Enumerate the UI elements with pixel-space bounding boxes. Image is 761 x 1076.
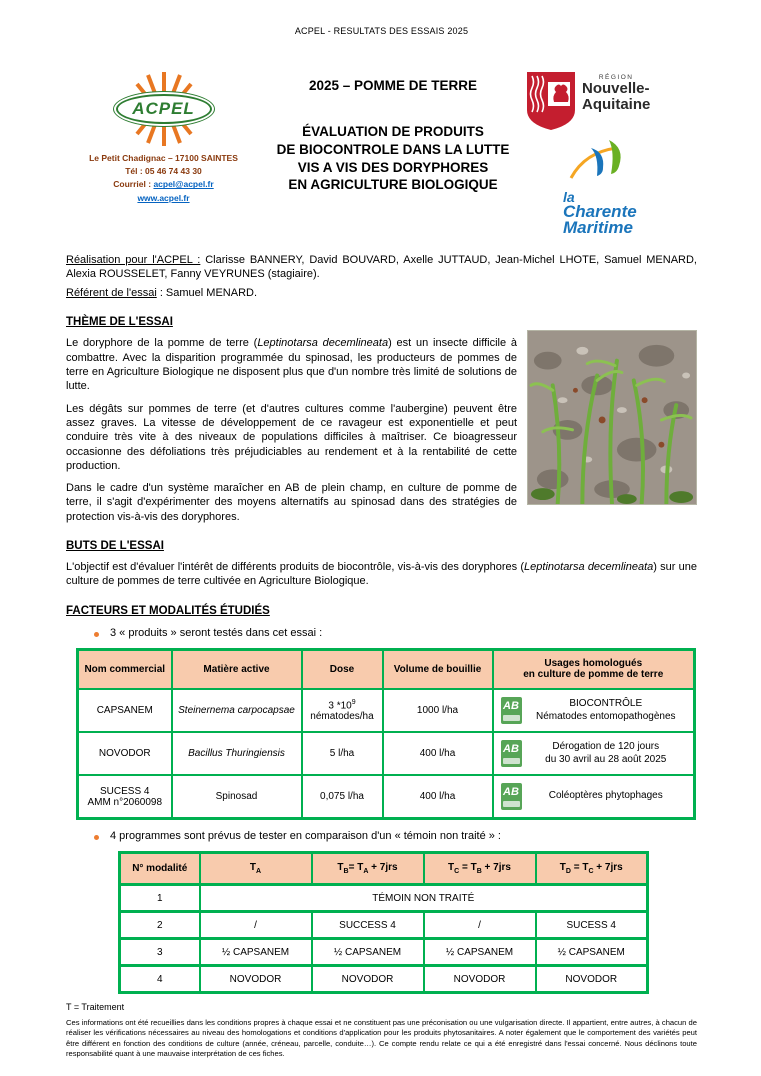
- subtitle-line-3: VIS A VIS DES DORYPHORES: [297, 159, 489, 175]
- ab-strip: [503, 801, 520, 807]
- charente-maritime-text: [563, 191, 697, 237]
- treatment-cell: /: [424, 912, 536, 939]
- product-volume: 400 l/ha: [383, 775, 493, 819]
- section-heading-buts: BUTS DE L'ESSAI: [66, 540, 164, 553]
- table-row: [120, 966, 648, 993]
- treatment-cell: ½ CAPSANEM: [424, 939, 536, 966]
- ab-letters: AB: [503, 786, 519, 799]
- title-block: [261, 70, 525, 237]
- website-link[interactable]: www.acpel.fr: [137, 192, 190, 203]
- acpel-website-line: [66, 192, 261, 205]
- product-active: [172, 732, 302, 775]
- col-header-usages: [493, 649, 695, 689]
- treatment-cell: SUCCESS 4: [312, 912, 424, 939]
- usages-header-line2: en culture de pomme de terre: [523, 669, 664, 681]
- ab-organic-icon: [501, 697, 522, 724]
- region-name-1: Nouvelle-: [582, 80, 650, 97]
- birds-icon: [563, 134, 643, 186]
- acpel-email-line: [66, 178, 261, 191]
- product-amm-number: AMM n°2060098: [87, 796, 163, 808]
- buts-p-b: ) sur une culture de pommes de terre cultivée en Agriculture Biologique.: [66, 561, 697, 588]
- region-shield-icon: [525, 70, 577, 132]
- col-header-dose: Dose: [302, 649, 383, 689]
- modalite-number: 2: [120, 912, 200, 939]
- buts-p-species-2: decemlineata: [587, 561, 654, 574]
- subtitle-line-4: EN AGRICULTURE BIOLOGIQUE: [288, 177, 498, 193]
- buts-p-a: L'objectif est d'évaluer l'intérêt de différents produits de biocontrôle, vis-à-vis des doryphores (: [66, 561, 525, 574]
- ab-strip: [503, 758, 520, 764]
- usage-text: [526, 790, 687, 803]
- theme-paragraph-2: Les dégâts sur pommes de terre (et d'autres cultures comme l'aubergine) peuvent être assez graves. La vitesse de développement de ce ravageur est exponentielle et peut conduire très vite à des niveaux de populations difficiles à maîtriser. Ce bioagresseur occasionne des défoliations très préjudiciables au rendement et à la rentabilité de cette production.: [66, 402, 517, 472]
- acpel-oval: [116, 94, 212, 124]
- acpel-phone: Tél : 05 46 74 43 30: [125, 166, 202, 177]
- treatment-cell: SUCESS 4: [536, 912, 648, 939]
- bullet-icon: [94, 835, 99, 840]
- product-name: [78, 775, 172, 819]
- product-dose: 0,075 l/ha: [302, 775, 383, 819]
- cm-la: la: [563, 189, 575, 205]
- acpel-block: [66, 70, 261, 237]
- treatment-cell: NOVODOR: [424, 966, 536, 993]
- section-heading-theme: THÈME DE L'ESSAI: [66, 316, 173, 329]
- table-row: [120, 912, 648, 939]
- treatment-cell: ½ CAPSANEM: [536, 939, 648, 966]
- programmes-table: [118, 851, 649, 994]
- treatment-cell: /: [200, 912, 312, 939]
- table-row: [120, 939, 648, 966]
- treatment-cell: NOVODOR: [536, 966, 648, 993]
- treatment-cell: ½ CAPSANEM: [312, 939, 424, 966]
- product-name-line1: SUCESS 4: [100, 785, 150, 797]
- cm-line-1: Charente: [563, 202, 637, 222]
- col-header-tc: $T_C = T_B + 7jrs$: [424, 853, 536, 885]
- subtitle-line-1: ÉVALUATION DE PRODUITS: [302, 124, 484, 139]
- product-dose: [302, 689, 383, 732]
- referent-name: : Samuel MENARD.: [156, 287, 258, 300]
- col-header-td: $T_D = T_C + 7jrs$: [536, 853, 648, 885]
- potato-field-photo: [527, 330, 697, 505]
- ab-strip: [503, 715, 520, 721]
- document-subtitle: [261, 123, 525, 194]
- col-header-tb: $T_B= T_A + 7jrs$: [312, 853, 424, 885]
- treatment-cell: NOVODOR: [312, 966, 424, 993]
- product-usage: [493, 689, 695, 732]
- products-table: [76, 648, 696, 821]
- ab-letters: AB: [503, 743, 519, 756]
- product-active: [172, 689, 302, 732]
- dose-unit: nématodes/ha: [310, 711, 374, 723]
- col-header-ta: $T_A$: [200, 853, 312, 885]
- region-name-2: Aquitaine: [582, 95, 651, 113]
- treatment-note: T = Traitement: [66, 1002, 125, 1013]
- acpel-contact: [66, 152, 261, 205]
- active-ingredient-italic: Bacillus Thuringiensis: [188, 748, 285, 760]
- product-name: NOVODOR: [78, 732, 172, 775]
- referent-label: Référent de l'essai: [66, 287, 157, 300]
- treatment-cell: NOVODOR: [200, 966, 312, 993]
- col-header-matiere-active: Matière active: [172, 649, 302, 689]
- theme-p1-b: ) est un insecte difficile à combattre. Avec la disparition programmée du spinosad, les producteurs de pommes de terre en Agriculture Biologique ne disposent plus que d'un nombre très limité de solutions de lutte.: [66, 337, 518, 393]
- bullet-products-text: 3 « produits » seront testés dans cet essai :: [110, 626, 323, 639]
- realisation-names: Clarisse BANNERY, David BOUVARD, Axelle JUTTAUD, Jean-Michel LHOTE, Samuel MENARD, Alexia ROUSSELET, Fanny VEYRUNES (stagiaire).: [66, 253, 697, 280]
- dose-exponent: 9: [351, 698, 356, 706]
- table-row: [120, 885, 648, 912]
- product-name: CAPSANEM: [78, 689, 172, 732]
- section-heading-facteurs: FACTEURS ET MODALITÉS ÉTUDIÉS: [66, 604, 270, 617]
- cm-line-2: Maritime: [563, 218, 633, 238]
- usage-line2: Nématodes entomopathogènes: [535, 710, 676, 722]
- table-row: [78, 689, 695, 732]
- acpel-logo-text: ACPEL: [132, 99, 195, 118]
- product-volume: 400 l/ha: [383, 732, 493, 775]
- logo-title-row: [66, 70, 697, 237]
- product-dose: 5 l/ha: [302, 732, 383, 775]
- usages-header-line1: Usages homologués: [544, 658, 643, 670]
- modalite-number: 4: [120, 966, 200, 993]
- subtitle-line-2: DE BIOCONTROLE DANS LA LUTTE: [276, 141, 510, 157]
- usage-text: [526, 698, 687, 723]
- dose-base: 3 *10: [328, 700, 352, 712]
- table-row: [78, 775, 695, 819]
- email-link[interactable]: acpel@acpel.fr: [153, 179, 214, 190]
- col-header-nom-commercial: Nom commercial: [78, 649, 172, 689]
- ab-organic-icon: [501, 783, 522, 810]
- col-header-volume: Volume de bouillie: [383, 649, 493, 689]
- bullet-products: [94, 627, 697, 639]
- usage-line2: du 30 avril au 28 août 2025: [545, 753, 667, 765]
- nouvelle-aquitaine-logo: [525, 70, 697, 132]
- charente-maritime-logo: [563, 134, 697, 237]
- theme-paragraph-3: Dans le cadre d'un système maraîcher en AB de plein champ, en culture de pomme de terre, il s'agit d'expérimenter des moyens alternatifs au spinosad dans des stratégies de protection vis-à-vis des doryphores.: [66, 482, 517, 523]
- ab-letters: AB: [503, 700, 519, 713]
- usage-line1: Dérogation de 120 jours: [552, 741, 660, 753]
- acpel-address: Le Petit Chadignac – 17100 SAINTES: [89, 153, 238, 163]
- bullet-programmes-text: 4 programmes sont prévus de tester en comparaison d'un « témoin non traité » :: [110, 830, 501, 843]
- modalite-span-cell: TÉMOIN NON TRAITÉ: [200, 885, 648, 912]
- bullet-programmes: [94, 830, 697, 842]
- modalite-number: 3: [120, 939, 200, 966]
- programmes-table-header-row: [120, 853, 648, 885]
- page-header-title: ACPEL - RESULTATS DES ESSAIS 2025: [294, 26, 469, 36]
- region-text: [582, 70, 650, 113]
- ab-organic-icon: [501, 740, 522, 767]
- region-label: RÉGION: [598, 74, 634, 81]
- document-title: 2025 – POMME DE TERRE: [308, 78, 478, 93]
- active-ingredient-italic: Steinernema carpocapsae: [178, 705, 295, 717]
- product-usage: [493, 775, 695, 819]
- usage-line1: Coléoptères phytophages: [548, 790, 663, 802]
- product-usage: [493, 732, 695, 775]
- col-header-modalite: N° modalité: [120, 853, 200, 885]
- product-active: Spinosad: [172, 775, 302, 819]
- footer-disclaimer: Ces informations ont été recueillies dans les conditions propres à chaque essai et ne constituent pas une préconisation ou une vulgarisation directe. Il appartient, entre autres, à chacun de réaliser les vérifications nécessaires au niveau des homologations et conditions d'application pour les produits phytosanitaires. A noter également que le comportement des variétés peut être différent en fonction des conditions de culture (année, créneau, parcelle, conduite…). Ce compte rendu relate ce qui a été enregistré dans l'essai concerné. Nous déclinons toute responsabilité quant à une mauvaise interprétation de ces fiches.: [66, 1017, 697, 1059]
- buts-paragraph: [66, 560, 697, 589]
- realisation-label: Réalisation pour l'ACPEL :: [66, 253, 201, 266]
- products-table-header-row: [78, 649, 695, 689]
- bullet-icon: [94, 632, 99, 637]
- modalite-number: 1: [120, 885, 200, 912]
- theme-section: [66, 328, 697, 524]
- usage-line1: BIOCONTRÔLE: [569, 698, 643, 710]
- treatment-cell: ½ CAPSANEM: [200, 939, 312, 966]
- theme-p1-species: Leptinotarsa decemlineata: [257, 337, 389, 350]
- theme-p1-a: Le doryphore de la pomme de terre (: [66, 337, 258, 350]
- product-volume: 1000 l/ha: [383, 689, 493, 732]
- email-label: Courriel :: [113, 179, 154, 190]
- buts-p-species-1: Leptinotarsa: [524, 561, 585, 574]
- usage-text: [526, 741, 687, 766]
- referent-line: [66, 286, 697, 300]
- partner-logos: [525, 70, 697, 237]
- table-row: [78, 732, 695, 775]
- realisation-paragraph: [66, 253, 697, 282]
- acpel-logo-icon: [104, 70, 224, 148]
